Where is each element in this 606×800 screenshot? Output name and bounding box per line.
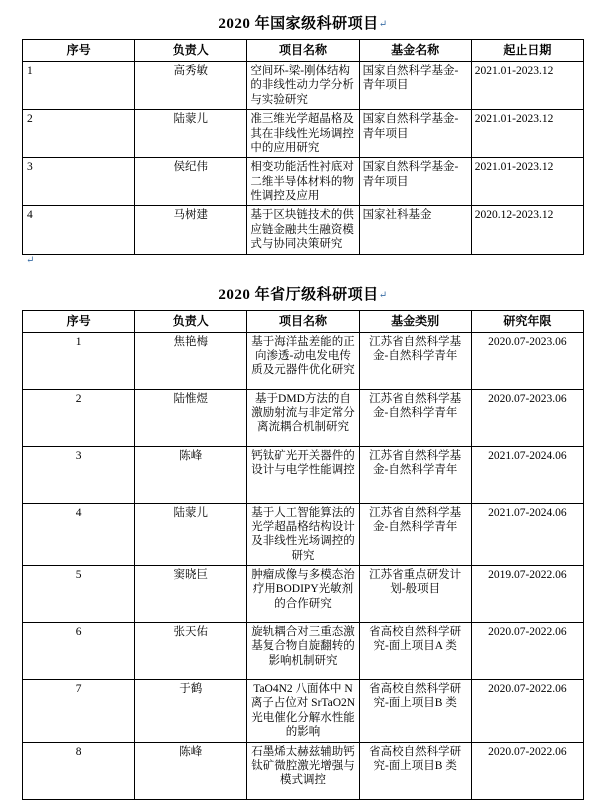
column-header-person: 负责人 bbox=[135, 310, 247, 332]
cell-person: 马树建 bbox=[135, 206, 247, 254]
table-row bbox=[23, 742, 584, 799]
cell-project: 旋轨耦合对三重态激基复合物自旋翻转的影响机制研究 bbox=[247, 623, 359, 680]
section1-title bbox=[22, 12, 584, 33]
cell-no: 5 bbox=[23, 566, 135, 623]
table-row bbox=[23, 623, 584, 680]
table-header-row bbox=[23, 310, 584, 332]
cell-no: 1 bbox=[23, 332, 135, 389]
cell-project: 相变功能活性衬底对二维半导体材料的物性调控及应用 bbox=[247, 158, 359, 206]
cell-person: 陆惟煜 bbox=[135, 389, 247, 446]
cell-project: 肿瘤成像与多模态治疗用BODIPY光敏剂的合作研究 bbox=[247, 566, 359, 623]
cell-fund: 省高校自然科学研究-面上项目B 类 bbox=[359, 742, 471, 799]
cell-no: 4 bbox=[23, 503, 135, 566]
table-row bbox=[23, 389, 584, 446]
cell-person: 于鹤 bbox=[135, 680, 247, 743]
cell-project: 空间环-梁-刚体结构的非线性动力学分析与实验研究 bbox=[247, 62, 359, 110]
cell-date: 2021.01-2023.12 bbox=[471, 158, 583, 206]
cell-years: 2019.07-2022.06 bbox=[471, 566, 583, 623]
column-header-fund: 基金名称 bbox=[359, 40, 471, 62]
cell-project: 基于DMD方法的自激励射流与非定常分离流耦合机制研究 bbox=[247, 389, 359, 446]
cell-date: 2021.01-2023.12 bbox=[471, 62, 583, 110]
column-header-person: 负责人 bbox=[135, 40, 247, 62]
empty-paragraph bbox=[22, 255, 584, 269]
cell-project: 基于海洋盐差能的正向渗透-动电发电传质及元器件优化研究 bbox=[247, 332, 359, 389]
column-header-no: 序号 bbox=[23, 310, 135, 332]
cell-fund: 省高校自然科学研究-面上项目B 类 bbox=[359, 680, 471, 743]
column-header-date: 起止日期 bbox=[471, 40, 583, 62]
cell-years: 2020.07-2023.06 bbox=[471, 389, 583, 446]
column-header-project: 项目名称 bbox=[247, 310, 359, 332]
column-header-no: 序号 bbox=[23, 40, 135, 62]
cell-no: 2 bbox=[23, 389, 135, 446]
cell-person: 高秀敏 bbox=[135, 62, 247, 110]
table-row bbox=[23, 206, 584, 254]
cell-person: 焦艳梅 bbox=[135, 332, 247, 389]
paragraph-mark-icon: ↵ bbox=[378, 19, 388, 31]
section2-title-text: 2020 年省厅级科研项目 bbox=[218, 286, 379, 303]
paragraph-mark-icon: ↵ bbox=[378, 289, 388, 301]
table-body bbox=[23, 332, 584, 799]
cell-no: 2 bbox=[23, 110, 135, 158]
cell-person: 窦晓巨 bbox=[135, 566, 247, 623]
cell-fund: 省高校自然科学研究-面上项目A 类 bbox=[359, 623, 471, 680]
cell-years: 2020.07-2022.06 bbox=[471, 742, 583, 799]
cell-project: 基于区块链技术的供应链金融共生融资模式与协同决策研究 bbox=[247, 206, 359, 254]
cell-fund: 国家自然科学基金-青年项目 bbox=[359, 62, 471, 110]
cell-fund: 江苏省自然科学基金-自然科学青年 bbox=[359, 332, 471, 389]
table-row bbox=[23, 680, 584, 743]
cell-years: 2020.07-2023.06 bbox=[471, 332, 583, 389]
cell-project: 钙钛矿光开关器件的设计与电学性能调控 bbox=[247, 446, 359, 503]
cell-project: 石墨烯太赫兹辅助钙钛矿微腔激光增强与模式调控 bbox=[247, 742, 359, 799]
cell-person: 陆蒙儿 bbox=[135, 110, 247, 158]
cell-fund: 国家自然科学基金-青年项目 bbox=[359, 158, 471, 206]
cell-project: 准三维光学超晶格及其在非线性光场调控中的应用研究 bbox=[247, 110, 359, 158]
table-body bbox=[23, 62, 584, 255]
cell-person: 侯纪伟 bbox=[135, 158, 247, 206]
section2-title bbox=[22, 283, 584, 304]
column-header-fund: 基金类别 bbox=[359, 310, 471, 332]
cell-person: 陆蒙儿 bbox=[135, 503, 247, 566]
table-row bbox=[23, 332, 584, 389]
table-row bbox=[23, 110, 584, 158]
national-projects-table bbox=[22, 39, 584, 255]
cell-person: 陈峰 bbox=[135, 446, 247, 503]
cell-no: 6 bbox=[23, 623, 135, 680]
table-header-row bbox=[23, 40, 584, 62]
cell-fund: 国家自然科学基金-青年项目 bbox=[359, 110, 471, 158]
cell-fund: 江苏省重点研发计划-般项目 bbox=[359, 566, 471, 623]
cell-no: 3 bbox=[23, 158, 135, 206]
table-row bbox=[23, 62, 584, 110]
provincial-projects-table bbox=[22, 310, 584, 800]
cell-person: 张天佑 bbox=[135, 623, 247, 680]
cell-years: 2021.07-2024.06 bbox=[471, 503, 583, 566]
cell-years: 2021.07-2024.06 bbox=[471, 446, 583, 503]
cell-years: 2020.07-2022.06 bbox=[471, 623, 583, 680]
cell-years: 2020.07-2022.06 bbox=[471, 680, 583, 743]
cell-person: 陈峰 bbox=[135, 742, 247, 799]
paragraph-mark-icon: ↵ bbox=[26, 254, 35, 266]
cell-project: 基于人工智能算法的光学超晶格结构设计及非线性光场调控的研究 bbox=[247, 503, 359, 566]
cell-fund: 国家社科基金 bbox=[359, 206, 471, 254]
table-header bbox=[23, 40, 584, 62]
cell-date: 2021.01-2023.12 bbox=[471, 110, 583, 158]
cell-fund: 江苏省自然科学基金-自然科学青年 bbox=[359, 503, 471, 566]
cell-no: 8 bbox=[23, 742, 135, 799]
cell-date: 2020.12-2023.12 bbox=[471, 206, 583, 254]
section1-title-text: 2020 年国家级科研项目 bbox=[218, 16, 379, 32]
table-row bbox=[23, 446, 584, 503]
table-row bbox=[23, 503, 584, 566]
table-row bbox=[23, 566, 584, 623]
cell-no: 1 bbox=[23, 62, 135, 110]
cell-fund: 江苏省自然科学基金-自然科学青年 bbox=[359, 389, 471, 446]
column-header-years: 研究年限 bbox=[471, 310, 583, 332]
column-header-project: 项目名称 bbox=[247, 40, 359, 62]
cell-fund: 江苏省自然科学基金-自然科学青年 bbox=[359, 446, 471, 503]
cell-no: 7 bbox=[23, 680, 135, 743]
table-row bbox=[23, 158, 584, 206]
cell-no: 3 bbox=[23, 446, 135, 503]
cell-project: TaO4N2 八面体中 N 离子占位对 SrTaO2N 光电催化分解水性能的影响 bbox=[247, 680, 359, 743]
table-header bbox=[23, 310, 584, 332]
cell-no: 4 bbox=[23, 206, 135, 254]
